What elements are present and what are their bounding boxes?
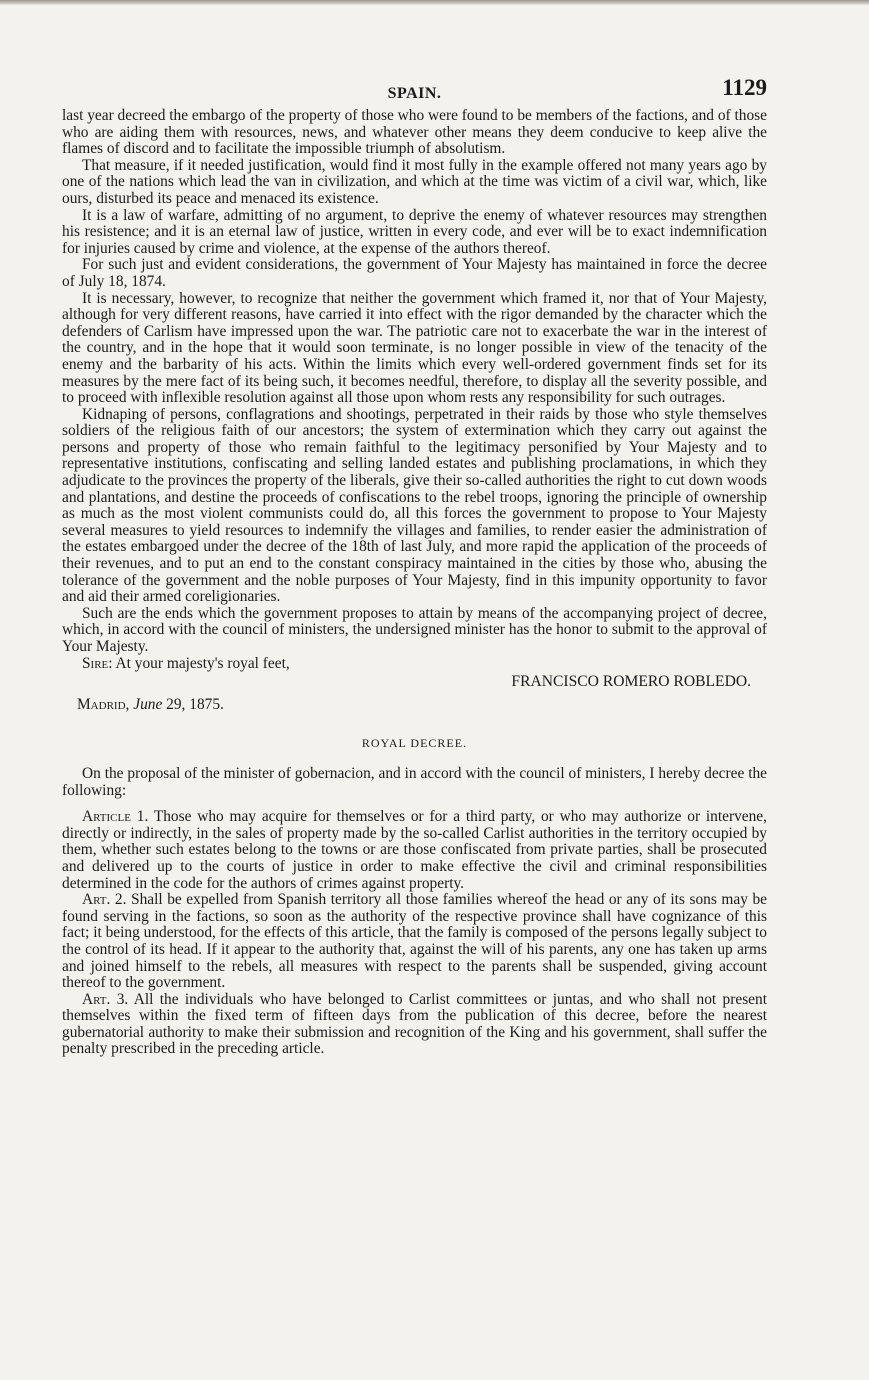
dateline xyxy=(62,697,767,714)
report-paragraph: It is necessary, however, to recognize that neither the government which framed it, nor that of Your Majesty, although for very different reasons, have carried it into effect with the rigor demanded by the character which the defenders of Carlism have impressed upon the war. The patriotic care not to exacerbate the war in the interest of the country, and in the hope that it would soon terminate, is no longer possible in view of the tenacity of the enemy and the barbarity of his acts. Within the limits which every well-ordered government finds set for its measures by the mere fact of its being such, it becomes needful, therefore, to display all the severity possible, and to proceed with inflexible resolution against all those upon whom rests any responsibility for such outrages. xyxy=(62,289,767,407)
article-text: 1. Those who may acquire for themselves or for a third party, or who may authorize or intervene, directly or indirectly, in the sales of property made by the so-called Carlist authorities in the territory occupied by them, whether such estates belong to the towns or are those confiscated from private parties, shall be prosecuted and delivered up to the courts of justice in order to make effective the civil and criminal responsibilities determined in the code for the authors of crimes against property. xyxy=(62,808,767,892)
faint-library-stamp xyxy=(310,64,530,76)
article-text: 2. Shall be expelled from Spanish territory all those families whereof the head or any of its sons may be found serving in the factions, so soon as the authority of the respective province shall have cognizance of this fact; it being understood, for the effects of this article, that the family is composed of the persons legally subject to the control of its head. If it appear to the authority that, against the will of his parents, any one has taken up arms and joined himself to the rebels, all measures with respect to the parents shall be suspended, giving account thereof to the government. xyxy=(62,891,767,992)
report-paragraph: Kidnaping of persons, conflagrations and shootings, perpetrated in their raids by those who style themselves soldiers of the religious faith of our ancestors; the system of extermination which they carry out against the persons and property of those who remain faithful to the legitimacy personified by Your Majesty and to representative institutions, confiscating and selling landed estates and publishing proclamations, in which they adjudicate to the provinces the property of the liberals, give their so-called authorities the right to cut down woods and plantations, and destine the proceeds of confiscations to the rebel troops, ignoring the principle of ownership as much as the most violent communists could do, all this forces the government to propose to Your Majesty several measures to yield resources to indemnify the villages and families, to render easier the administration of the estates embargoed under the decree of the 18th of last July, and more rapid the application of the proceeds of their revenues, and to put an end to the constant conspiracy maintained in the cities by those who, abusing the tolerance of the government and the noble purposes of Your Majesty, find in this impunity opportunity to favor and aid their armed coreligionaries. xyxy=(62,405,767,606)
date-month: June xyxy=(133,695,163,713)
salutation-lead: Sire xyxy=(82,654,109,672)
report-paragraph: Such are the ends which the government proposes to attain by means of the accompanying project of decree, which, in accord with the council of ministers, the undersigned minister has the honor to submit to the approval of Your Majesty. xyxy=(62,604,767,655)
article-lead: Article xyxy=(82,808,131,826)
article-text: 3. All the individuals who have belonged to Carlist committees or juntas, and who shall not present themselves within the fixed term of fifteen days from the publication of this decree, before the nearest gubernatorial authority to make their submission and recognition of the King and his government, shall suffer the penalty prescribed in the preceding article. xyxy=(62,990,767,1058)
running-head: SPAIN. xyxy=(387,85,442,102)
decree-preamble: On the proposal of the minister of gobernacion, and in accord with the council of ministers, I hereby decree the following: xyxy=(62,764,767,799)
date-place: Madrid, xyxy=(77,695,130,713)
report-paragraph: That measure, if it needed justification, would find it most fully in the example offered not many years ago by one of the nations which lead the van in civilization, and which at the time was victim of a civil war, which, like ours, disturbed its peace and menaced its existence. xyxy=(62,156,767,207)
report-paragraph: It is a law of warfare, admitting of no argument, to deprive the enemy of whatever resources may strengthen his resistence; and it is an eternal law of justice, written in every code, and ever will be to exact indemnification for injuries caused by crime and violence, at the expense of the authors thereof. xyxy=(62,206,767,257)
report-paragraph: last year decreed the embargo of the property of those who were found to be members of the factions, and of those who are aiding them with resources, news, and whatever other means they deem conducive to keep alive the flames of discord and to facilitate the impossible triumph of absolutism. xyxy=(62,107,767,158)
signature: FRANCISCO ROMERO ROBLEDO. xyxy=(511,673,751,691)
decree-article xyxy=(62,892,767,992)
page-top-edge xyxy=(0,0,869,5)
decree-article xyxy=(62,992,767,1058)
salutation xyxy=(62,656,767,673)
page-header xyxy=(62,75,767,108)
article-lead: Art. xyxy=(82,990,111,1008)
article-lead: Art. xyxy=(82,891,111,909)
document-page xyxy=(62,75,767,1058)
salutation-text: : At your majesty's royal feet, xyxy=(108,654,290,672)
decree-title: ROYAL DECREE. xyxy=(361,736,468,751)
page-number: 1129 xyxy=(722,75,767,100)
decree-article xyxy=(62,809,767,892)
date-rest: 29, 1875. xyxy=(166,695,224,713)
report-paragraph: For such just and evident considerations, the government of Your Majesty has maintained in force the decree of July 18, 1874. xyxy=(62,256,767,290)
